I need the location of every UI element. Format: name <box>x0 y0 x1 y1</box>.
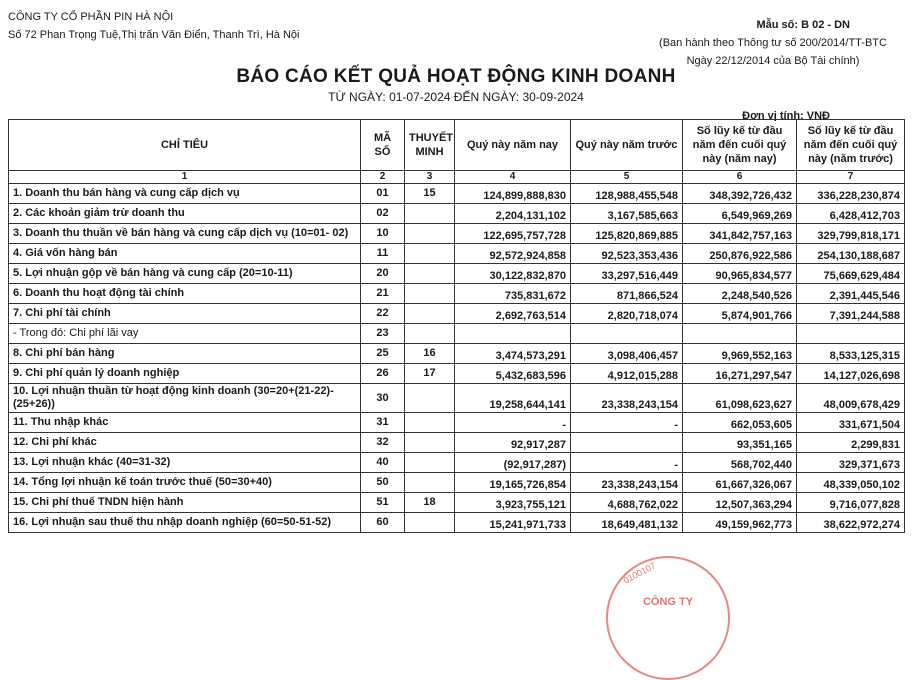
row-note: 16 <box>405 344 455 364</box>
row-indicator: - Trong đó: Chi phí lãi vay <box>9 324 361 344</box>
row-code: 31 <box>361 413 405 433</box>
row-prior-quarter: 4,688,762,022 <box>571 493 683 513</box>
table-row <box>9 244 905 264</box>
table-row <box>9 413 905 433</box>
row-current-quarter: (92,917,287) <box>455 453 571 473</box>
row-current-quarter: 3,474,573,291 <box>455 344 571 364</box>
header-ytd-prior: Số lũy kế từ đầu năm đến cuối quý này (năm trước) <box>797 120 905 171</box>
header-current-quarter: Quý này năm nay <box>455 120 571 171</box>
column-number: 3 <box>405 171 455 184</box>
form-issue-date: Ngày 22/12/2014 của Bộ Tài chính) <box>686 55 860 67</box>
row-ytd-current: 16,271,297,547 <box>683 364 797 384</box>
row-code: 01 <box>361 184 405 204</box>
row-prior-quarter: 2,820,718,074 <box>571 304 683 324</box>
row-indicator: 1. Doanh thu bán hàng và cung cấp dịch vụ <box>9 184 361 204</box>
row-ytd-current: 250,876,922,586 <box>683 244 797 264</box>
company-header <box>8 8 299 44</box>
row-prior-quarter: 871,866,524 <box>571 284 683 304</box>
table-row <box>9 493 905 513</box>
row-current-quarter: - <box>455 413 571 433</box>
row-prior-quarter: 18,649,481,132 <box>571 513 683 533</box>
row-indicator: 12. Chi phí khác <box>9 433 361 453</box>
row-current-quarter: 19,165,726,854 <box>455 473 571 493</box>
row-note <box>405 224 455 244</box>
row-code: 25 <box>361 344 405 364</box>
row-code: 26 <box>361 364 405 384</box>
row-note <box>405 453 455 473</box>
row-indicator: 3. Doanh thu thuần về bán hàng và cung cấp dịch vụ (10=01- 02) <box>9 224 361 244</box>
row-ytd-prior: 8,533,125,315 <box>797 344 905 364</box>
table-row <box>9 184 905 204</box>
row-current-quarter: 5,432,683,596 <box>455 364 571 384</box>
table-row <box>9 344 905 364</box>
table-row <box>9 324 905 344</box>
row-note: 15 <box>405 184 455 204</box>
row-indicator: 6. Doanh thu hoạt động tài chính <box>9 284 361 304</box>
row-note: 18 <box>405 493 455 513</box>
row-ytd-current: 2,248,540,526 <box>683 284 797 304</box>
row-note <box>405 413 455 433</box>
row-code: 20 <box>361 264 405 284</box>
report-title: BÁO CÁO KẾT QUẢ HOẠT ĐỘNG KINH DOANH <box>236 66 676 87</box>
row-indicator: 14. Tổng lợi nhuận kế toán trước thuế (50=30+40) <box>9 473 361 493</box>
row-indicator: 15. Chi phí thuế TNDN hiện hành <box>9 493 361 513</box>
row-ytd-prior: 48,009,678,429 <box>797 384 905 413</box>
row-current-quarter: 92,572,924,858 <box>455 244 571 264</box>
column-number: 2 <box>361 171 405 184</box>
row-current-quarter: 122,695,757,728 <box>455 224 571 244</box>
row-code: 22 <box>361 304 405 324</box>
stamp-text: CÔNG TY <box>642 596 694 608</box>
column-number-row <box>9 171 905 184</box>
row-current-quarter: 2,204,131,102 <box>455 204 571 224</box>
row-code: 30 <box>361 384 405 413</box>
row-ytd-current: 61,098,623,627 <box>683 384 797 413</box>
row-note <box>405 204 455 224</box>
row-prior-quarter <box>571 324 683 344</box>
row-ytd-current: 6,549,969,269 <box>683 204 797 224</box>
row-code: 11 <box>361 244 405 264</box>
header-prior-quarter: Quý này năm trước <box>571 120 683 171</box>
column-number: 4 <box>455 171 571 184</box>
row-ytd-current: 93,351,165 <box>683 433 797 453</box>
row-code: 50 <box>361 473 405 493</box>
row-note <box>405 513 455 533</box>
row-indicator: 8. Chi phí bán hàng <box>9 344 361 364</box>
row-current-quarter: 2,692,763,514 <box>455 304 571 324</box>
row-ytd-prior: 7,391,244,588 <box>797 304 905 324</box>
header-ytd-current: Số lũy kế từ đầu năm đến cuối quý này (năm nay) <box>683 120 797 171</box>
company-name: CÔNG TY CỔ PHẦN PIN HÀ NỘI <box>8 11 174 23</box>
table-row <box>9 284 905 304</box>
row-ytd-prior: 336,228,230,874 <box>797 184 905 204</box>
table-row <box>9 473 905 493</box>
row-ytd-prior: 2,299,831 <box>797 433 905 453</box>
column-number: 5 <box>571 171 683 184</box>
row-code: 10 <box>361 224 405 244</box>
row-indicator: 11. Thu nhập khác <box>9 413 361 433</box>
row-prior-quarter: 92,523,353,436 <box>571 244 683 264</box>
table-row <box>9 264 905 284</box>
row-ytd-prior: 329,799,818,171 <box>797 224 905 244</box>
row-current-quarter: 92,917,287 <box>455 433 571 453</box>
row-ytd-prior: 48,339,050,102 <box>797 473 905 493</box>
company-address: Số 72 Phan Trọng Tuệ,Thị trấn Văn Điển, Thanh Trì, Hà Nội <box>8 29 300 41</box>
row-note <box>405 324 455 344</box>
row-ytd-current <box>683 324 797 344</box>
row-prior-quarter: 23,338,243,154 <box>571 384 683 413</box>
row-code: 60 <box>361 513 405 533</box>
header-note: THUYẾT MINH <box>405 120 455 171</box>
row-note <box>405 433 455 453</box>
row-current-quarter: 3,923,755,121 <box>455 493 571 513</box>
row-prior-quarter: 3,167,585,663 <box>571 204 683 224</box>
column-number: 1 <box>9 171 361 184</box>
row-note <box>405 304 455 324</box>
row-ytd-prior: 329,371,673 <box>797 453 905 473</box>
row-code: 02 <box>361 204 405 224</box>
row-indicator: 7. Chi phí tài chính <box>9 304 361 324</box>
currency-unit: Đơn vị tính: VNĐ <box>742 110 830 122</box>
row-ytd-prior: 38,622,972,274 <box>797 513 905 533</box>
column-number: 7 <box>797 171 905 184</box>
row-prior-quarter: 33,297,516,449 <box>571 264 683 284</box>
row-indicator: 9. Chi phí quản lý doanh nghiệp <box>9 364 361 384</box>
row-code: 21 <box>361 284 405 304</box>
table-row <box>9 204 905 224</box>
row-ytd-current: 49,159,962,773 <box>683 513 797 533</box>
row-note <box>405 244 455 264</box>
row-prior-quarter: - <box>571 413 683 433</box>
report-period: TỪ NGÀY: 01-07-2024 ĐẾN NGÀY: 30-09-2024 <box>328 90 584 104</box>
row-ytd-prior: 6,428,412,703 <box>797 204 905 224</box>
row-ytd-prior: 254,130,188,687 <box>797 244 905 264</box>
row-ytd-prior: 331,671,504 <box>797 413 905 433</box>
row-ytd-current: 568,702,440 <box>683 453 797 473</box>
row-ytd-prior: 75,669,629,484 <box>797 264 905 284</box>
row-current-quarter: 15,241,971,733 <box>455 513 571 533</box>
table-row <box>9 513 905 533</box>
row-code: 32 <box>361 433 405 453</box>
row-ytd-prior: 9,716,077,828 <box>797 493 905 513</box>
row-ytd-current: 662,053,605 <box>683 413 797 433</box>
form-number: Mẫu số: B 02 - DN <box>756 19 850 31</box>
table-row <box>9 304 905 324</box>
table-row <box>9 433 905 453</box>
header-code: MÃ SỐ <box>361 120 405 171</box>
row-ytd-prior: 14,127,026,698 <box>797 364 905 384</box>
table-row <box>9 364 905 384</box>
income-statement-table <box>8 119 905 533</box>
table-header-row <box>9 120 905 171</box>
row-ytd-current: 90,965,834,577 <box>683 264 797 284</box>
table-row <box>9 384 905 413</box>
row-note <box>405 473 455 493</box>
stamp-number: 0100107 <box>621 560 658 586</box>
row-ytd-prior: 2,391,445,546 <box>797 284 905 304</box>
row-indicator: 4. Giá vốn hàng bán <box>9 244 361 264</box>
company-seal-stamp <box>606 556 730 680</box>
form-info <box>648 16 898 70</box>
row-ytd-current: 5,874,901,766 <box>683 304 797 324</box>
row-current-quarter: 124,899,888,830 <box>455 184 571 204</box>
row-prior-quarter: - <box>571 453 683 473</box>
row-current-quarter: 30,122,832,870 <box>455 264 571 284</box>
row-prior-quarter: 128,988,455,548 <box>571 184 683 204</box>
table-row <box>9 453 905 473</box>
form-issued-by: (Ban hành theo Thông tư số 200/2014/TT-BTC <box>659 37 887 49</box>
row-note <box>405 284 455 304</box>
row-prior-quarter: 4,912,015,288 <box>571 364 683 384</box>
row-prior-quarter: 3,098,406,457 <box>571 344 683 364</box>
row-ytd-prior <box>797 324 905 344</box>
row-code: 51 <box>361 493 405 513</box>
row-prior-quarter: 23,338,243,154 <box>571 473 683 493</box>
row-code: 40 <box>361 453 405 473</box>
row-ytd-current: 12,507,363,294 <box>683 493 797 513</box>
row-prior-quarter: 125,820,869,885 <box>571 224 683 244</box>
row-note <box>405 384 455 413</box>
header-indicator: CHỈ TIÊU <box>9 120 361 171</box>
row-indicator: 10. Lợi nhuận thuần từ hoạt động kinh doanh (30=20+(21-22)-(25+26)) <box>9 384 361 413</box>
row-ytd-current: 9,969,552,163 <box>683 344 797 364</box>
row-note: 17 <box>405 364 455 384</box>
row-current-quarter <box>455 324 571 344</box>
column-number: 6 <box>683 171 797 184</box>
row-ytd-current: 348,392,726,432 <box>683 184 797 204</box>
row-indicator: 2. Các khoản giảm trừ doanh thu <box>9 204 361 224</box>
row-code: 23 <box>361 324 405 344</box>
row-ytd-current: 341,842,757,163 <box>683 224 797 244</box>
row-indicator: 5. Lợi nhuận gộp về bán hàng và cung cấp (20=10-11) <box>9 264 361 284</box>
table-row <box>9 224 905 244</box>
row-current-quarter: 19,258,644,141 <box>455 384 571 413</box>
row-indicator: 13. Lợi nhuận khác (40=31-32) <box>9 453 361 473</box>
row-prior-quarter <box>571 433 683 453</box>
row-note <box>405 264 455 284</box>
row-indicator: 16. Lợi nhuận sau thuế thu nhập doanh nghiệp (60=50-51-52) <box>9 513 361 533</box>
row-ytd-current: 61,667,326,067 <box>683 473 797 493</box>
row-current-quarter: 735,831,672 <box>455 284 571 304</box>
